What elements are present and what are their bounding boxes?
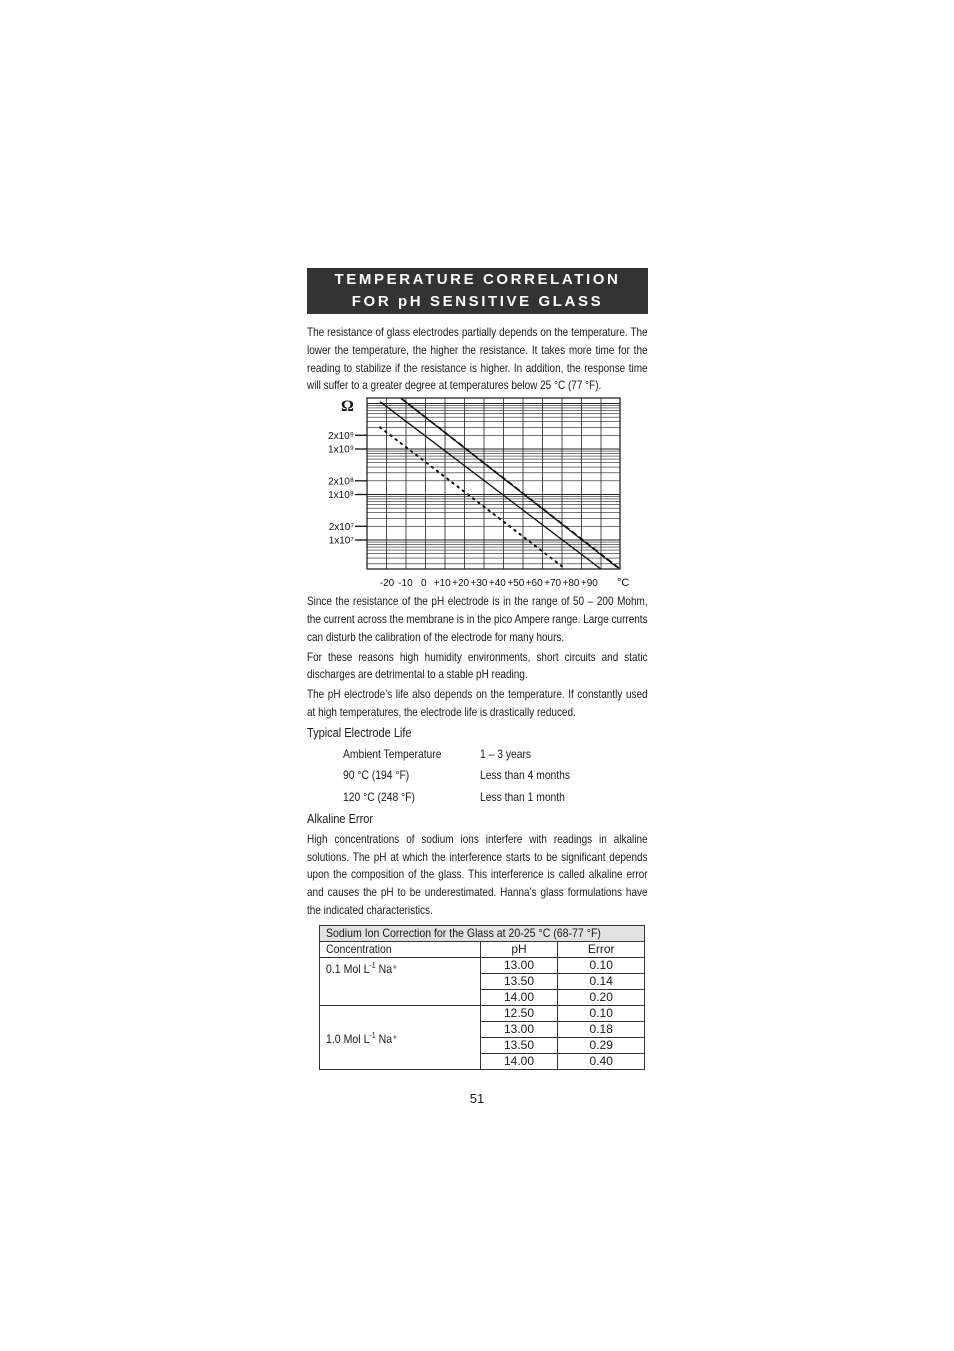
sodium-correction-table	[319, 925, 645, 1070]
x-tick-label: 0	[421, 578, 427, 590]
table-row	[320, 958, 645, 974]
concentration-1-0-mol: 1.0 Mol $L^{-1}$ Na⁺	[320, 1006, 481, 1070]
x-tick-label: -20	[379, 578, 395, 590]
page-number: 51	[469, 1091, 485, 1106]
resistance-temperature-chart	[307, 397, 648, 593]
table-header-row	[320, 942, 645, 958]
y-axis-ticks	[328, 431, 367, 547]
title-line-2: FOR pH SENSITIVE GLASS	[351, 293, 604, 310]
x-tick-label: +80	[562, 578, 580, 590]
paragraph-alkaline-error: High concentrations of sodium ions interfere with readings in alkaline solutions. The pH at which the interference starts to be significant depends upon the composition of the glass. This interference is called alkaline error and causes the pH to be underestimated. Hanna’s glass formulations have the indicated characteristics.	[307, 832, 648, 917]
header-concentration: Concentration	[320, 942, 481, 958]
life-value-120c: Less than 1 month	[480, 789, 565, 804]
heading-alkaline-error: Alkaline Error	[307, 811, 374, 826]
life-condition-ambient: Ambient Temperature	[343, 746, 442, 761]
table-caption-row	[320, 926, 645, 942]
chart-grid	[367, 398, 620, 569]
series-line-dashed	[380, 397, 620, 569]
x-tick-label: -10	[398, 578, 413, 590]
error-cell: 0.20	[558, 990, 645, 1006]
error-cell: 0.29	[558, 1038, 645, 1054]
ph-cell: 13.50	[481, 1038, 558, 1054]
ph-cell: 13.00	[481, 958, 558, 974]
y-axis-label: Ω	[341, 398, 354, 416]
y-tick-label: 1x10⁹	[328, 444, 354, 456]
x-tick-label: +90	[580, 578, 598, 590]
paragraph-resistance-range: Since the resistance of the pH electrode is in the range of 50 – 200 Mohm, the current across the membrane is in the pico Ampere range. Large currents can disturb the calibration of the electrode for many hours.	[307, 595, 648, 644]
life-value-ambient: 1 – 3 years	[480, 746, 532, 761]
header-error: Error	[558, 942, 645, 958]
x-tick-label: +30	[470, 578, 488, 590]
table-caption: Sodium Ion Correction for the Glass at 20-25 °C (68-77 °F)	[320, 926, 645, 942]
header-ph: pH	[481, 942, 558, 958]
error-cell: 0.10	[558, 958, 645, 974]
y-tick-label: 1x10⁷	[328, 535, 354, 547]
table-row	[320, 1006, 645, 1022]
y-tick-label: 2x10⁷	[328, 521, 354, 533]
section-title-banner	[307, 268, 648, 314]
x-axis-ticks	[380, 578, 599, 589]
y-tick-label: 1x10⁸	[328, 490, 354, 502]
x-tick-label: +10	[433, 578, 451, 590]
series-line-solid-lower	[380, 402, 601, 569]
electrode-life-list	[307, 744, 648, 810]
ph-cell: 12.50	[481, 1006, 558, 1022]
error-cell: 0.14	[558, 974, 645, 990]
life-value-90c: Less than 4 months	[480, 767, 571, 782]
x-tick-label: +70	[544, 578, 562, 590]
x-axis-unit: °C	[617, 577, 630, 590]
ph-cell: 14.00	[481, 990, 558, 1006]
concentration-0-1-mol: 0.1 Mol $L^{-1}$ Na⁺	[320, 958, 481, 1006]
life-condition-90c: 90 °C (194 °F)	[343, 767, 410, 782]
series-line-solid-upper	[380, 397, 616, 567]
ph-cell: 13.00	[481, 1022, 558, 1038]
error-cell: 0.40	[558, 1054, 645, 1070]
page-content	[307, 268, 648, 920]
x-tick-label: +20	[452, 578, 470, 590]
x-tick-label: +60	[525, 578, 543, 590]
y-tick-label: 2x10⁸	[328, 476, 354, 488]
error-cell: 0.18	[558, 1022, 645, 1038]
paragraph-humidity: For these reasons high humidity environments, short circuits and static discharges are detrimental to a stable pH reading.	[307, 650, 648, 682]
intro-paragraph: The resistance of glass electrodes partially depends on the temperature. The lower the temperature, the higher the resistance. It takes more time for the reading to stabilize if the resistance is higher. In addition, the response time will suffer to a greater degree at temperatures below 25 °C (77 °F).	[307, 326, 648, 393]
life-condition-120c: 120 °C (248 °F)	[343, 789, 415, 804]
x-tick-label: +50	[507, 578, 525, 590]
series-line-dotted	[380, 427, 562, 566]
title-line-1: TEMPERATURE CORRELATION	[334, 271, 621, 288]
heading-typical-electrode-life: Typical Electrode Life	[307, 725, 412, 740]
chart-series	[380, 397, 620, 569]
x-tick-label: +40	[488, 578, 506, 590]
paragraph-electrode-life: The pH electrode’s life also depends on the temperature. If constantly used at high temperatures, the electrode life is drastically reduced.	[307, 688, 648, 719]
chart-frame	[367, 398, 620, 569]
chart-svg	[307, 397, 648, 593]
y-tick-label: 2x10⁹	[328, 430, 354, 442]
error-cell: 0.10	[558, 1006, 645, 1022]
ph-cell: 14.00	[481, 1054, 558, 1070]
ph-cell: 13.50	[481, 974, 558, 990]
